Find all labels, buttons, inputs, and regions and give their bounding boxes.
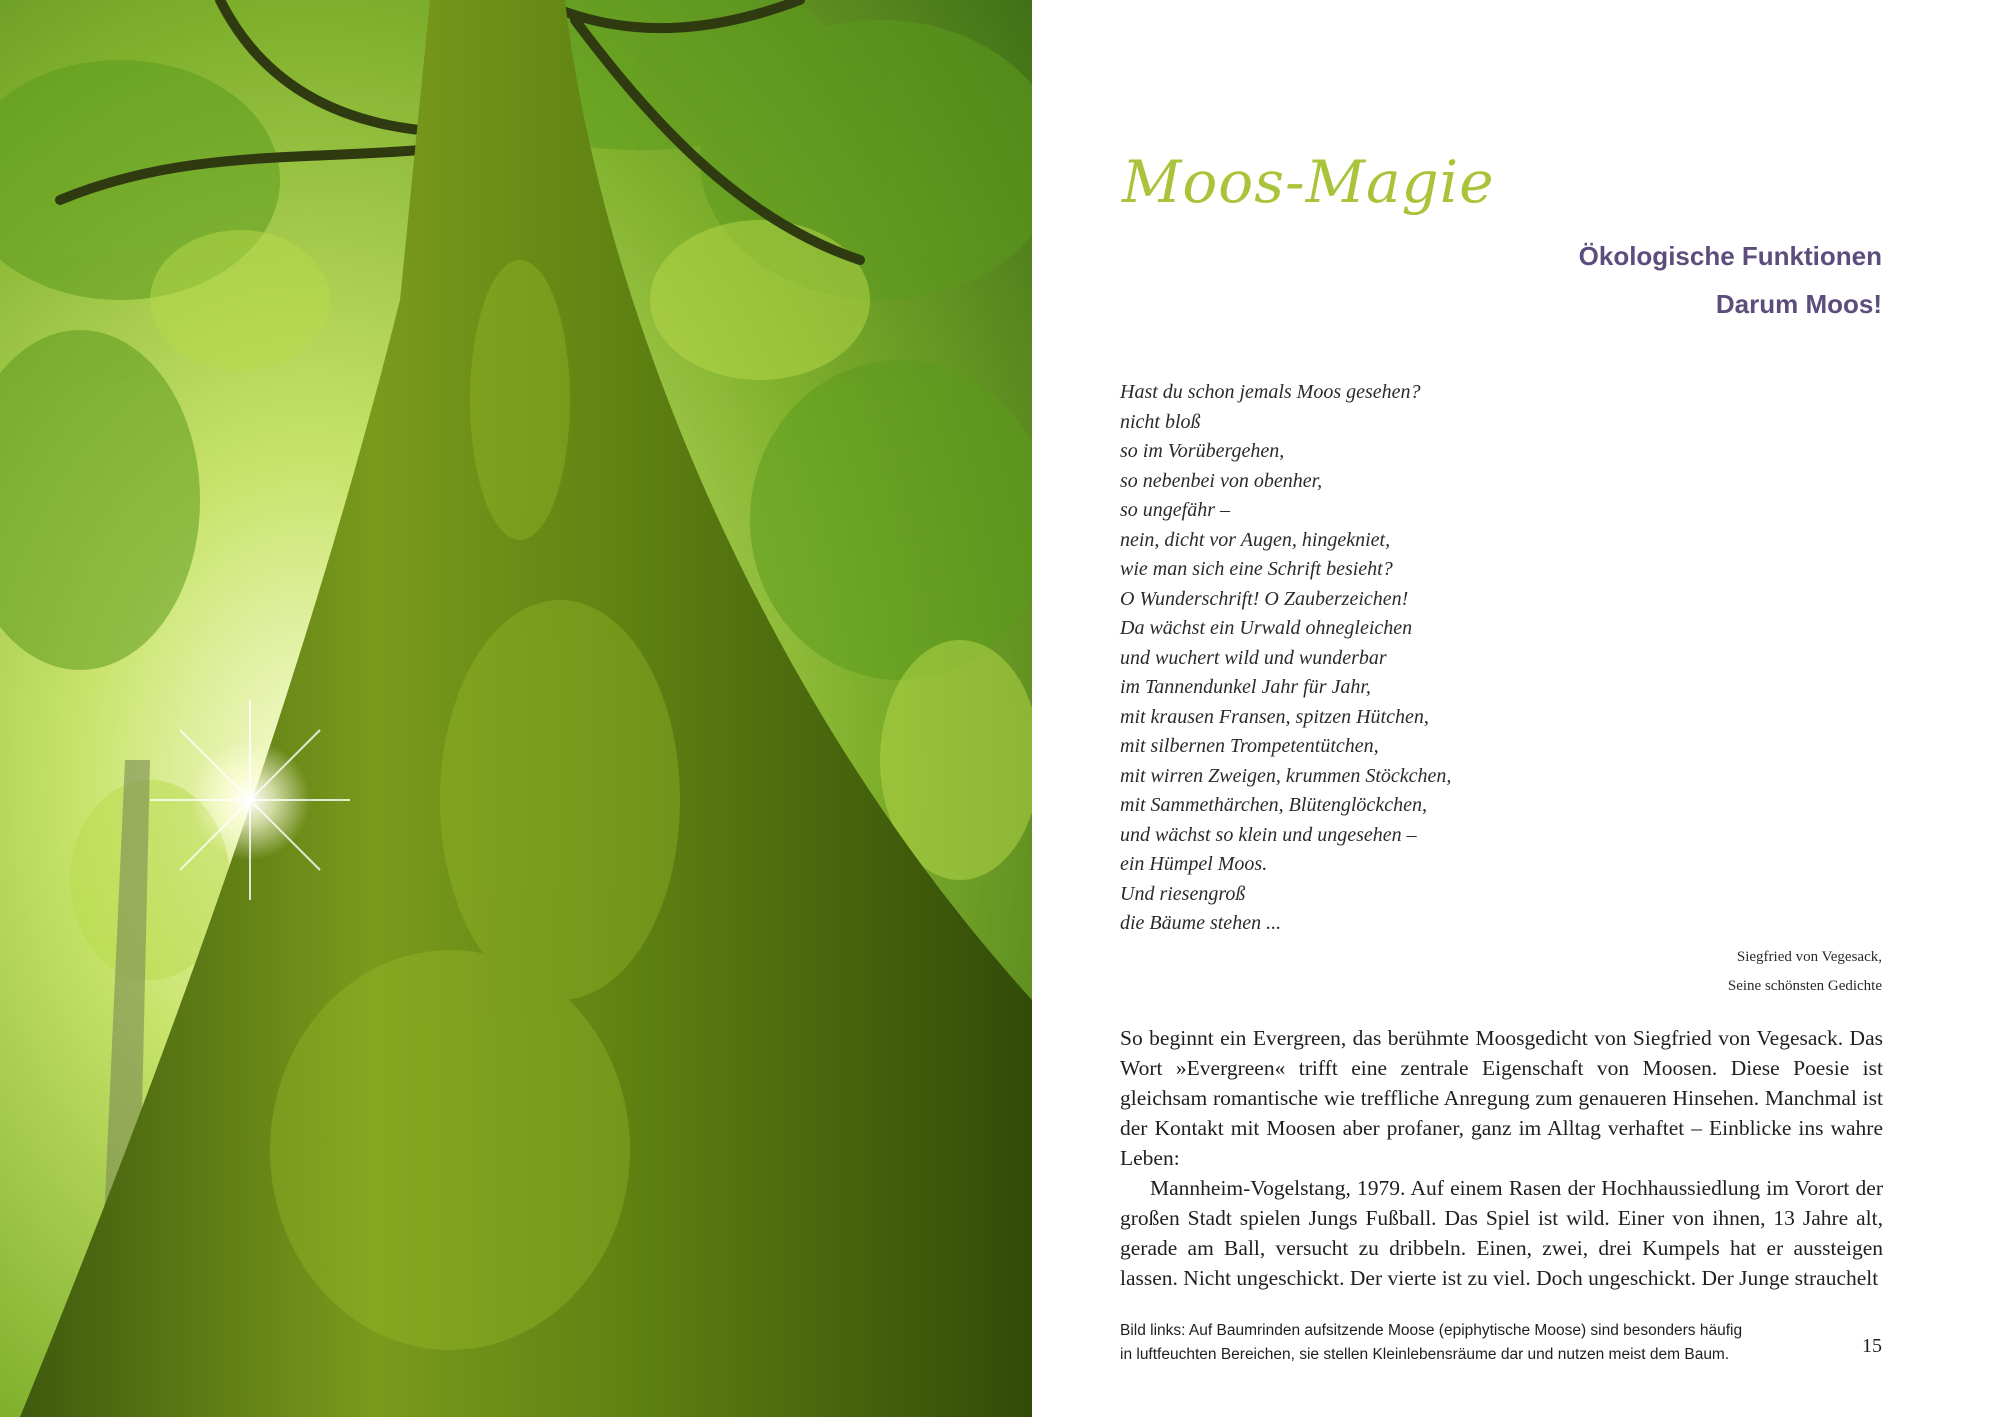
poem-line: und wuchert wild und wunderbar — [1120, 646, 1387, 669]
poem — [1120, 378, 1640, 939]
caption-line: Bild links: Auf Baumrinden aufsitzende Moose (epiphytische Moose) sind besonders häufig — [1120, 1322, 1743, 1339]
poem-line: Da wächst ein Urwald ohnegleichen — [1120, 617, 1413, 639]
poem-author: Siegfried von Vegesack, — [1736, 949, 1882, 965]
poem-line: nein, dicht vor Augen, hingekniet, — [1120, 528, 1391, 551]
poem-line: und wächst so klein und ungesehen – — [1120, 823, 1417, 846]
poem-line: im Tannendunkel Jahr für Jahr, — [1120, 676, 1371, 698]
poem-line: Hast du schon jemals Moos gesehen? — [1120, 381, 1421, 403]
poem-source: Seine schönsten Gedichte — [1727, 978, 1882, 994]
image-caption — [1120, 1319, 1760, 1367]
poem-line: O Wunderschrift! O Zauberzeichen! — [1120, 587, 1409, 610]
poem-line: wie man sich eine Schrift besieht? — [1120, 558, 1393, 580]
poem-attribution — [1728, 943, 1882, 1001]
caption-line: in luftfeuchten Bereichen, sie stellen Kleinlebensräume dar und nutzen meist dem Baum. — [1120, 1346, 1730, 1363]
text-page — [1032, 0, 2008, 1417]
body-paragraph: So beginnt ein Evergreen, das berühmte Moosgedicht von Siegfried von Vegesack. Das Wort »Evergreen« trifft eine zentrale Eigenschaft von Moosen. Diese Poesie ist gleichsam romantische wie treffliche Anregung zum genaueren Hinsehen. Manchmal ist der Kontakt mit Moosen aber profaner, ganz im Alltag verhaftet – Einblicke ins wahre Leben: — [1120, 1026, 1883, 1170]
poem-line: so nebenbei von obenher, — [1120, 469, 1323, 492]
page-number: 15 — [1862, 1335, 1882, 1357]
poem-line: mit silbernen Trompetentütchen, — [1120, 735, 1379, 757]
poem-line: mit wirren Zweigen, krummen Stöckchen, — [1120, 764, 1452, 787]
poem-line: ein Hümpel Moos. — [1120, 853, 1268, 875]
subtitles — [1579, 232, 1882, 328]
body-paragraph: Mannheim-Vogelstang, 1979. Auf einem Rasen der Hochhaussiedlung im Vorort der großen Stadt spielen Jungs Fußball. Das Spiel ist wild. Einer von ihnen, 13 Jahre alt, gerade am Ball, versucht zu dribbeln. Einen, zwei, drei Kumpels hat er aussteigen lassen. Nicht ungeschickt. Der vierte ist zu viel. Doch ungeschickt. Der Junge strauchelt — [1120, 1176, 1883, 1290]
poem-line: mit Sammethärchen, Blütenglöckchen, — [1120, 794, 1427, 816]
body-text — [1120, 1023, 1883, 1293]
poem-line: so ungefähr – — [1120, 499, 1230, 521]
poem-line: nicht bloß — [1120, 410, 1201, 433]
poem-line: mit krausen Fransen, spitzen Hütchen, — [1120, 705, 1429, 728]
poem-line: die Bäume stehen ... — [1120, 912, 1282, 934]
chapter-title: Moos-Magie — [1122, 148, 1495, 216]
poem-line: Und riesengroß — [1120, 882, 1246, 905]
subtitle-ecological-functions: Ökologische Funktionen — [1578, 241, 1882, 271]
subtitle-darum-moos: Darum Moos! — [1715, 289, 1882, 319]
poem-line: so im Vorübergehen, — [1120, 440, 1285, 462]
